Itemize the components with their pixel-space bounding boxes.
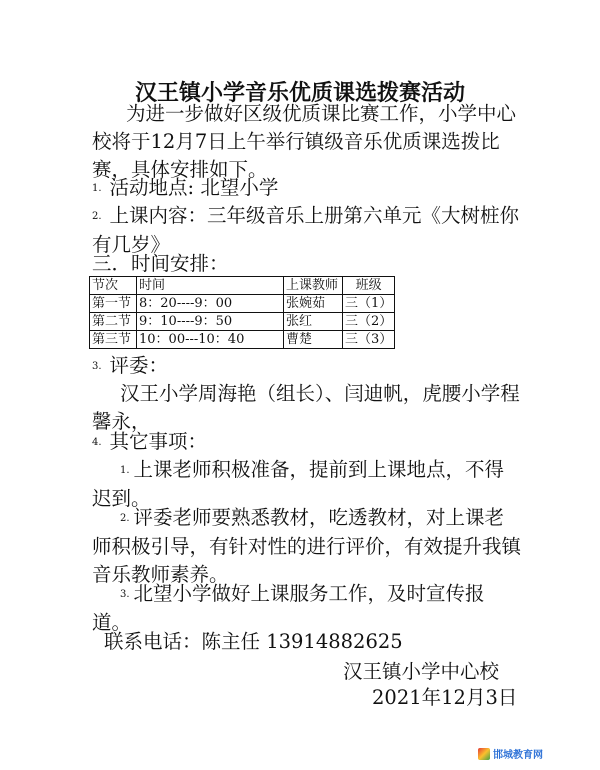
judges-text: 汉王小学周海艳（组长）、闫迪帆，虎腰小学程馨永，	[92, 382, 520, 433]
signature: 汉王镇小学中心校	[343, 660, 500, 683]
table-cell: 第三节	[90, 331, 137, 349]
point-1-text: 上课老师积极准备，提前到上课地点，不得迟到。	[92, 458, 505, 510]
others-number: 4.	[92, 436, 102, 448]
table-cell: 第二节	[90, 313, 137, 331]
point-2-number: 2.	[120, 512, 130, 524]
table-row	[90, 313, 395, 331]
location-number: 1.	[92, 182, 102, 194]
judges-heading-line	[92, 352, 522, 381]
table-cell: 9：10----9：50	[137, 313, 284, 331]
table-cell: 张红	[284, 313, 343, 331]
location-text: 活动地点: 北望小学	[109, 176, 279, 199]
table-cell: 三（2）	[343, 313, 395, 331]
contact-line: 联系电话：陈主任 13914882625	[104, 630, 403, 653]
table-cell: 8：20----9：00	[137, 295, 284, 313]
others-heading-line	[92, 428, 522, 457]
schedule-table	[89, 276, 395, 349]
header-cell: 班级	[343, 277, 395, 295]
table-cell: 三（3）	[343, 331, 395, 349]
watermark	[478, 746, 543, 761]
schedule-heading: 三．时间安排：	[92, 252, 229, 275]
others-heading: 其它事项：	[109, 430, 208, 453]
table-cell: 第一节	[90, 295, 137, 313]
table-cell: 曹楚	[284, 331, 343, 349]
judges-heading: 评委：	[109, 354, 169, 377]
table-cell: 张婉茹	[284, 295, 343, 313]
table-row	[90, 331, 395, 349]
header-cell: 节次	[90, 277, 137, 295]
page-title: 汉王镇小学音乐优质课选拨赛活动	[134, 81, 465, 106]
table-row	[90, 295, 395, 313]
location-item	[92, 174, 522, 203]
point-2-text: 评委老师要熟悉教材，吃透教材，对上课老师积极引导，有针对性的进行评价，有效提升我镇音乐教师素养。	[92, 506, 522, 586]
point-3-number: 3.	[120, 588, 130, 600]
header-cell: 上课教师	[284, 277, 343, 295]
watermark-logo-icon	[478, 748, 490, 760]
intro-paragraph: 为进一步做好区级优质课比赛工作，小学中心校将于12月7日上午举行镇级音乐优质课选拨比赛，具体安排如下。	[92, 102, 517, 181]
point-3-text: 北望小学做好上课服务工作，及时宣传报道。	[92, 582, 485, 634]
header-cell: 时间	[137, 277, 284, 295]
table-header-row	[90, 277, 395, 295]
judges-number: 3.	[92, 360, 102, 372]
watermark-text: 邯城教育网	[493, 750, 543, 761]
content-number: 2.	[92, 210, 102, 222]
content-text: 上课内容：三年级音乐上册第六单元《大树桩你有几岁》	[92, 204, 520, 256]
point-2	[92, 504, 522, 589]
table-cell: 三（1）	[343, 295, 395, 313]
date: 2021年12月3日	[372, 686, 518, 709]
point-1-number: 1.	[120, 464, 130, 476]
table-cell: 10：00---10：40	[137, 331, 284, 349]
